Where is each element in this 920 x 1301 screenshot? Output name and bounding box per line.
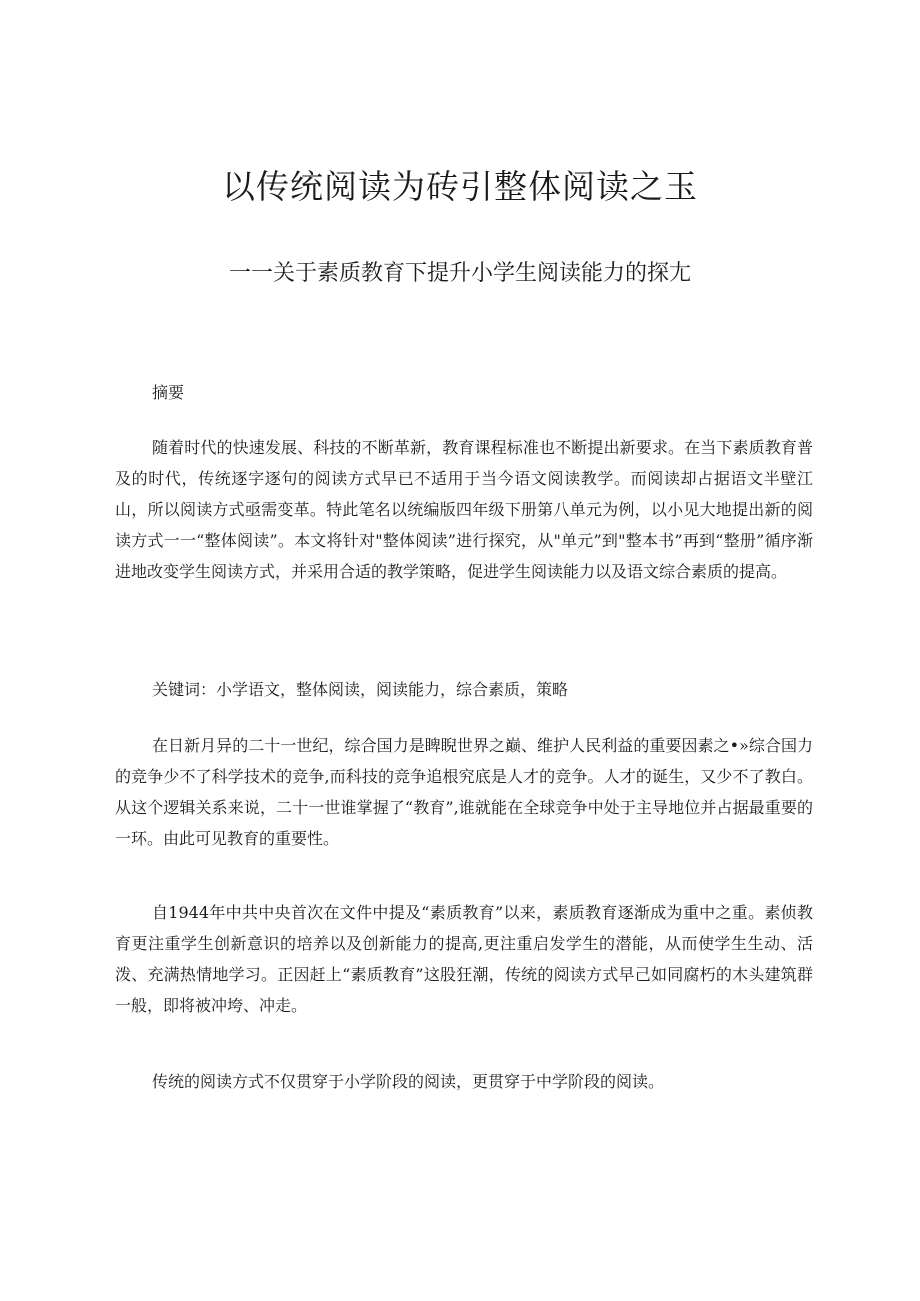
body-paragraph: 传统的阅读方式不仅贯穿于小学阶段的阅读，更贯穿于中学阶段的阅读。 xyxy=(152,1072,665,1091)
keywords-line: 关键词：小学语文，整体阅读，阅读能力，综合素质，策略 xyxy=(152,680,569,699)
abstract-paragraph: 随着时代的快速发展、科技的不断革新，教育课程标准也不断提出新要求。在当下素质教育普及的时代，传统逐字逐句的阅读方式早已不适用于当今语文阅读教学。而阅读却占据语文半壁江山，所以阅读方式亟需变革。特此笔名以统编版四年级下册第八单元为例，以小见大地提出新的阅读方式一一“整体阅读”。本文将针对"整体阅读”进行探究，从"单元”到"整本书”再到“整册”循序渐进地改变学生阅读方式，并采用合适的教学策略，促进学生阅读能力以及语文综合素质的提高。 xyxy=(115,438,813,581)
body-paragraph: 自1944年中共中央首次在文件中提及“素质教育”以来，素质教育逐渐成为重中之重。素侦教育更注重学生创新意识的培养以及创新能力的提高,更注重启发学生的潜能，从而使学生生动、活泼、充满热情地学习。正因赶上“素质教育”这股狂潮，传统的阅读方式早己如同腐朽的木头建筑群一般，即将被冲垮、冲走。 xyxy=(115,903,813,1015)
document-subtitle: 一一关于素质教育下提升小学生阅读能力的探尢 xyxy=(228,261,691,286)
document-title: 以传统阅读为砖引整体阅读之玉 xyxy=(222,167,698,206)
body-paragraph: 在日新月异的二十一世纪，综合国力是睥睨世界之巅、维护人民利益的重要因素之•»综合国力的竞争少不了科学技术的竞争,而科技的竞争追根究底是人才的竞争。人才的诞生，又少不了教白。从这个逻辑关系来说，二十一世谁掌握了“教育”,谁就能在全球竞争中处于主导地位并占据最重要的一环。由此可见教育的重要性。 xyxy=(115,736,813,848)
abstract-heading: 摘要 xyxy=(152,383,185,402)
